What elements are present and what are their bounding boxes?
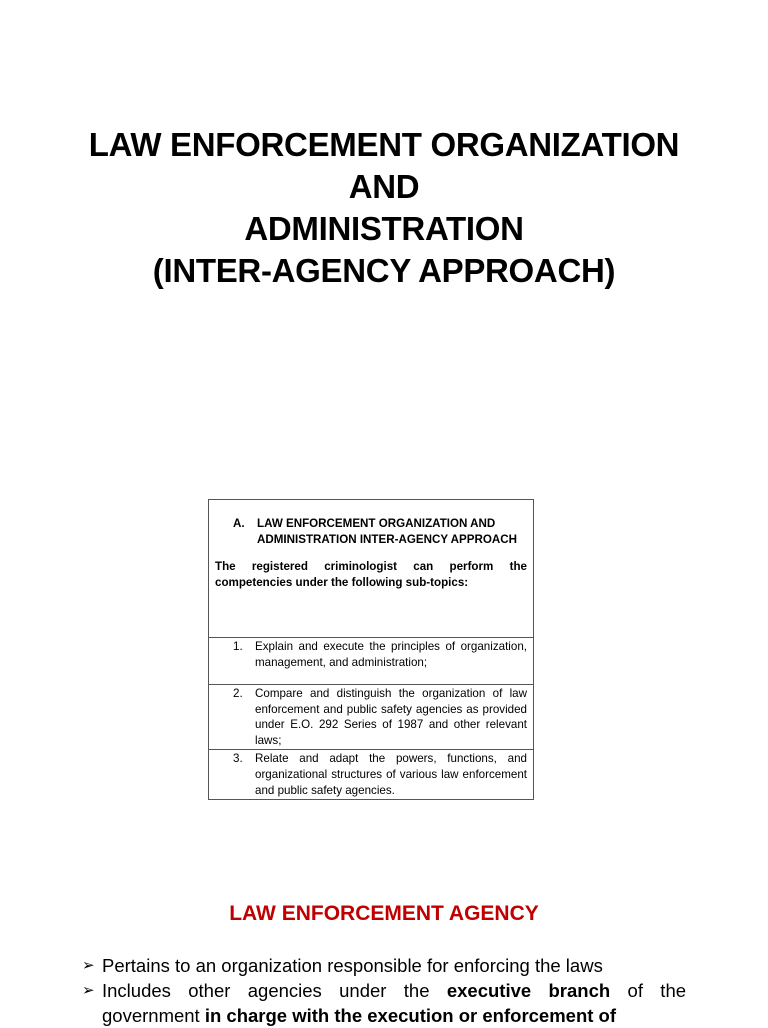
bullet-text: of the government [102,980,687,1026]
table-row [209,638,534,685]
item-text: Explain and execute the principles of organization, management, and administration; [255,640,527,669]
item-number: 3. [233,752,243,766]
item-text: Compare and distinguish the organization of law enforcement and public safety agencies as provided under E.O. 292 Series of 1987 and other relevant laws; [255,687,527,747]
title-line-2: AND [348,168,420,205]
bullet-text: Pertains to an organization responsible for enforcing the laws [102,955,603,976]
title-line-1: LAW ENFORCEMENT ORGANIZATION [88,126,680,163]
table-row [209,750,534,800]
section-letter: A. [233,517,245,530]
list-item [82,953,686,978]
section-heading-text: LAW ENFORCEMENT ORGANIZATION AND ADMINISTRATION INTER-AGENCY APPROACH [257,517,518,546]
section-title: LAW ENFORCEMENT AGENCY [229,902,539,925]
intro-text: The registered criminologist can perform the competencies under the following sub-topics: [215,560,527,589]
arrow-bullet-icon: ➢ [82,982,95,999]
item-number: 1. [233,640,243,653]
section-heading [209,500,533,547]
table-row [209,685,534,750]
page-title [0,124,768,292]
item-number: 2. [233,687,243,700]
bullet-list [82,953,686,1028]
list-item [82,978,686,1028]
item-text: Relate and adapt the powers, functions, and organizational structures of various law enforcement and public safety agencies. [255,752,527,797]
bullet-emphasis: in charge with the execution or enforcement of [204,1005,617,1026]
title-line-3: ADMINISTRATION [244,210,524,247]
arrow-bullet-icon: ➢ [82,957,95,974]
competency-table [208,499,534,800]
title-line-4: (INTER-AGENCY APPROACH) [152,252,616,289]
bullet-text: Includes other agencies under the [102,980,430,1001]
bullet-emphasis: executive branch [446,980,611,1001]
table-header-cell [209,500,534,638]
